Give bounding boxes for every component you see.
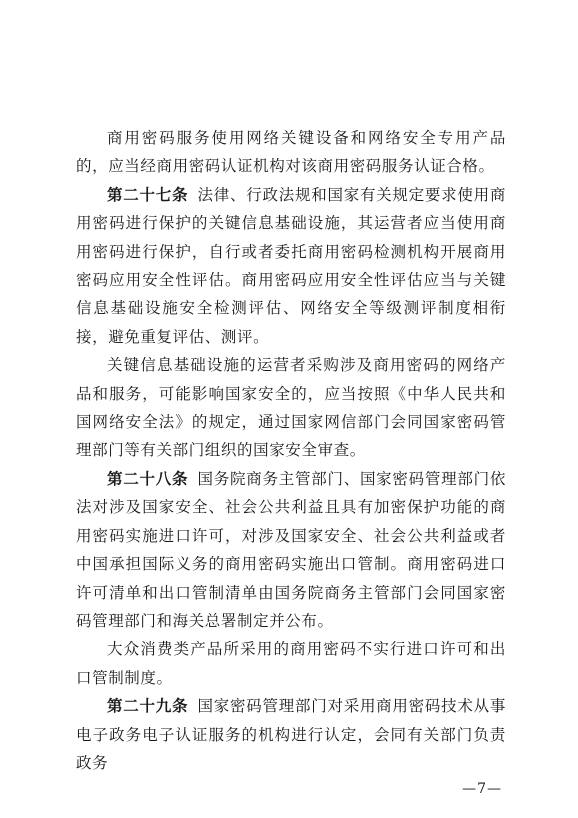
article-heading: 第二十八条	[107, 468, 189, 488]
paragraph-1	[76, 124, 506, 181]
paragraph-text: 国家密码管理部门对采用商用密码技术从事电子政务电子认证服务的机构进行认定，会同有关部门负责政务	[76, 697, 506, 772]
article-heading: 第二十七条	[107, 184, 189, 204]
paragraph-3	[76, 351, 506, 465]
paragraph-text: 大众消费类产品所采用的商用密码不实行进口许可和出口管制制度。	[76, 640, 506, 687]
article-heading: 第二十九条	[107, 696, 189, 716]
paragraph-article-29	[76, 692, 506, 777]
paragraph-text: 关键信息基础设施的运营者采购涉及商用密码的网络产品和服务，可能影响国家安全的，应当按照《中华人民共和国网络安全法》的规定，通过国家网信部门会同国家密码管理部门等有关部门组织的国家安全审查。	[76, 356, 506, 460]
document-body	[76, 124, 506, 777]
paragraph-text: 法律、行政法规和国家有关规定要求使用商用密码进行保护的关键信息基础设施，其运营者应当使用商用密码进行保护，自行或者委托商用密码检测机构开展商用密码应用安全性评估。商用密码应用安全性评估应当与关键信息基础设施安全检测评估、网络安全等级测评制度相衔接，避免重复评估、测评。	[76, 185, 506, 346]
paragraph-5	[76, 635, 506, 692]
paragraph-article-27	[76, 181, 506, 351]
paragraph-text: 国务院商务主管部门、国家密码管理部门依法对涉及国家安全、社会公共利益且具有加密保护功能的商用密码实施进口许可，对涉及国家安全、社会公共利益或者中国承担国际义务的商用密码实施出口管制。商用密码进口许可清单和出口管制清单由国务院商务主管部门会同国家密码管理部门和海关总署制定并公布。	[76, 469, 506, 630]
paragraph-text: 商用密码服务使用网络关键设备和网络安全专用产品的，应当经商用密码认证机构对该商用密码服务认证合格。	[76, 129, 506, 176]
page-number: —7—	[462, 781, 502, 797]
paragraph-article-28	[76, 465, 506, 635]
